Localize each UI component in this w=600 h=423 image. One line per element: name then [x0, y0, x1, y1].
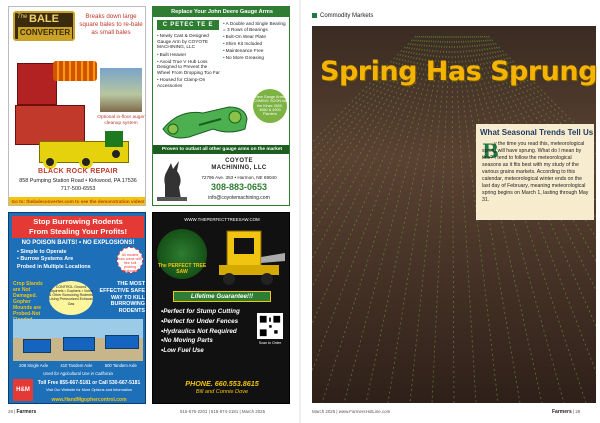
coyote-company-name — [189, 158, 289, 172]
tractor-photo — [105, 131, 123, 147]
section-name: Commodity Markets — [320, 13, 374, 20]
list-item: • A Double and Single Bearing = 3 Rows of Bearings — [223, 21, 287, 32]
caption: 410 Tandem Axle — [60, 363, 93, 368]
hm-crop-text: Crop Stands are Not Damaged. Gopher Mounds are Probed-Not — [13, 281, 43, 317]
tree-saw-names: Bill and Connie Dove — [195, 389, 249, 395]
video-link[interactable]: Go to: thebaleconverter.com to see the demonstration video! — [9, 197, 146, 206]
inset-caption: Optional in-floor auger cleanup system — [97, 115, 145, 126]
page-number: 29 — [575, 409, 581, 414]
coyote-address: 72796 Ave. 353 • Harmon, NE 69040 — [201, 175, 277, 180]
tree-saw-features — [161, 307, 253, 356]
list-item: • No Moving Parts — [161, 336, 253, 346]
logo-bale: BALE — [29, 13, 59, 25]
list-item: • Low Fuel Use — [161, 346, 253, 356]
coyote-badge: New Gauge Arms COMING SOON for the Kinze 3600, 3660 & 4900 Planters — [253, 89, 287, 123]
caption: 208 Single Axle — [19, 363, 49, 368]
wheel-icon — [79, 155, 93, 169]
list-item: • Housed for Clamp-On Accessories — [157, 77, 221, 88]
hm-way-text: THE MOST EFFECTIVE SAFE WAY TO KILL BURROWING RODENTS — [99, 281, 145, 314]
list-item: Probed in Multiple Locations — [17, 263, 91, 270]
hm-subhead: NO POISON BAITS! • NO EXPLOSIONS! — [21, 240, 135, 246]
logo-converter: CONVERTER — [19, 28, 71, 37]
ad-bale-converter[interactable] — [8, 6, 146, 206]
hm-phone[interactable]: Toll Free 855-667-5181 or Call 530-667-5181 — [37, 380, 141, 386]
list-item: • No More Greasing — [223, 55, 287, 61]
coyote-phone[interactable]: 308-883-0653 — [210, 182, 268, 192]
bale-roller-photo — [53, 61, 97, 81]
bale-machine-body — [15, 105, 85, 145]
bale-machine-photo — [17, 63, 57, 105]
coyote-logo-text: C PETEC TE E — [157, 20, 219, 30]
list-item: • Shim Kit Included — [223, 41, 287, 47]
business-address: 858 Pumping Station Road • Kirkwood, PA 17536 — [19, 178, 137, 184]
coyote-howl-icon — [157, 157, 187, 201]
coyote-email[interactable]: info@coyotemachining.com — [208, 195, 270, 201]
list-item: • Hydraulics Not Required — [161, 327, 253, 337]
auger-inset-photo — [99, 67, 143, 113]
hm-equipment-photo — [13, 319, 143, 361]
hm-control-bubble: CONTROL Ground Squirrels • Gophers • Voles & Other Burrowing Rodents Using Pressurized Exhaust Gas — [49, 281, 93, 315]
business-phone[interactable]: 717-500-6553 — [60, 186, 96, 192]
company-line-2: MACHINING, LLC — [211, 164, 267, 171]
tree-saw-url[interactable]: WWW.THEPERFECTTREESAW.COM — [184, 217, 260, 222]
tree-saw-machine-photo — [209, 227, 287, 287]
page-number: 28 — [8, 409, 13, 414]
list-item: • Maintenance Free — [223, 48, 287, 54]
tree-saw-logo: The PERFECT TREE SAW — [157, 229, 207, 279]
hm-burst-badge: All models now come with free soil probing equipment — [117, 247, 143, 273]
rig-photo — [63, 337, 95, 351]
scan-caption: Scan to Order — [258, 341, 282, 345]
business-name: BLACK ROCK REPAIR — [37, 168, 119, 175]
hm-captions — [13, 363, 143, 368]
list-item: • Perfect for Stump Cutting — [161, 307, 253, 317]
section-label — [312, 13, 373, 19]
bale-tagline: Breaks down large square bales to re-bale as small bales — [79, 13, 143, 36]
tree-saw-phone[interactable]: PHONE. 660.553.8615 — [185, 379, 259, 388]
magazine-name: Farmers — [16, 409, 37, 415]
hm-website-link[interactable]: www.HandMgophercontrol.com — [51, 397, 127, 403]
article-body: y the time you read this, meteorological spring will have sprung. What do I mean by this? I tend to follow the meteorological seasons as it fits best with my study of the various grains markets. According to this calendar, meteorological winter ends on the last day of February, meaning meteorological spring begins on March 1, lasting through May 31. — [482, 141, 589, 203]
company-line-1: COYOTE — [225, 158, 253, 164]
list-item: • Newly Cast & Designed Gauge Arm by COYOTE MACHINING, LLC — [157, 33, 221, 50]
hm-logo: H&M — [13, 379, 33, 401]
wheel-icon — [43, 155, 57, 169]
coyote-header: Replace Your John Deere Gauge Arms — [153, 7, 290, 17]
page-gutter — [299, 0, 301, 423]
wheel-icon — [109, 147, 123, 161]
qr-code-icon[interactable] — [257, 313, 283, 339]
coyote-right-bullets — [223, 21, 287, 62]
article-subhead: What Seasonal Trends Tell Us — [480, 128, 594, 137]
coyote-left-bullets — [157, 33, 221, 90]
drop-cap: B — [482, 139, 499, 163]
hm-headline — [12, 216, 144, 238]
left-page-footer: 28 | Farmers — [8, 409, 37, 415]
ad-coyote-machining[interactable] — [152, 6, 290, 206]
gauge-arm-photo — [159, 99, 251, 143]
list-item: • Simple to Operate — [17, 249, 67, 255]
list-item: • Perfect for Under Fences — [161, 317, 253, 327]
list-item: • Built Heavier — [157, 52, 221, 58]
ad-burrowing-rodents[interactable] — [8, 212, 146, 404]
right-page-number: Farmers | 29 — [552, 409, 581, 415]
right-page-footer: March 2025 | www.FarmersHotLine.com — [312, 409, 391, 414]
list-item: • Bolt-On Wear Plate — [223, 34, 287, 40]
coyote-strip: Proven to outlast all other gauge arms on the market — [153, 145, 290, 154]
hm-headline-2: From Stealing Your Profits! — [28, 227, 128, 237]
bale-converter-logo — [13, 11, 75, 41]
hm-ag-line: Used for Agricultural Use in California — [43, 371, 113, 376]
hm-visit-text: Visit Our Website for More Options and Information — [46, 388, 132, 392]
hm-headline-1: Stop Burrowing Rodents — [33, 217, 123, 226]
center-footer: 515-576-2201 | 515-574-2181 | March 2025 — [180, 409, 266, 414]
rig-photo — [105, 335, 139, 349]
hm-bullets — [17, 249, 117, 271]
magazine-name: Farmers — [552, 409, 572, 415]
article-headline: Spring Has Sprung — [320, 56, 597, 87]
list-item: • Avoid True V Hub Loss Designed to Prevent the Wheel From Dropping Too Far — [157, 59, 221, 76]
rig-photo — [23, 339, 51, 353]
logo-the: The — [17, 14, 28, 20]
tree-saw-guarantee: Lifetime Guarantee!!! — [173, 291, 271, 302]
list-item: • Burrow Systems Are — [17, 256, 74, 263]
caption: 500 Tandem Axle — [104, 363, 137, 368]
section-square-icon — [312, 13, 317, 18]
ad-perfect-tree-saw[interactable] — [152, 212, 290, 404]
